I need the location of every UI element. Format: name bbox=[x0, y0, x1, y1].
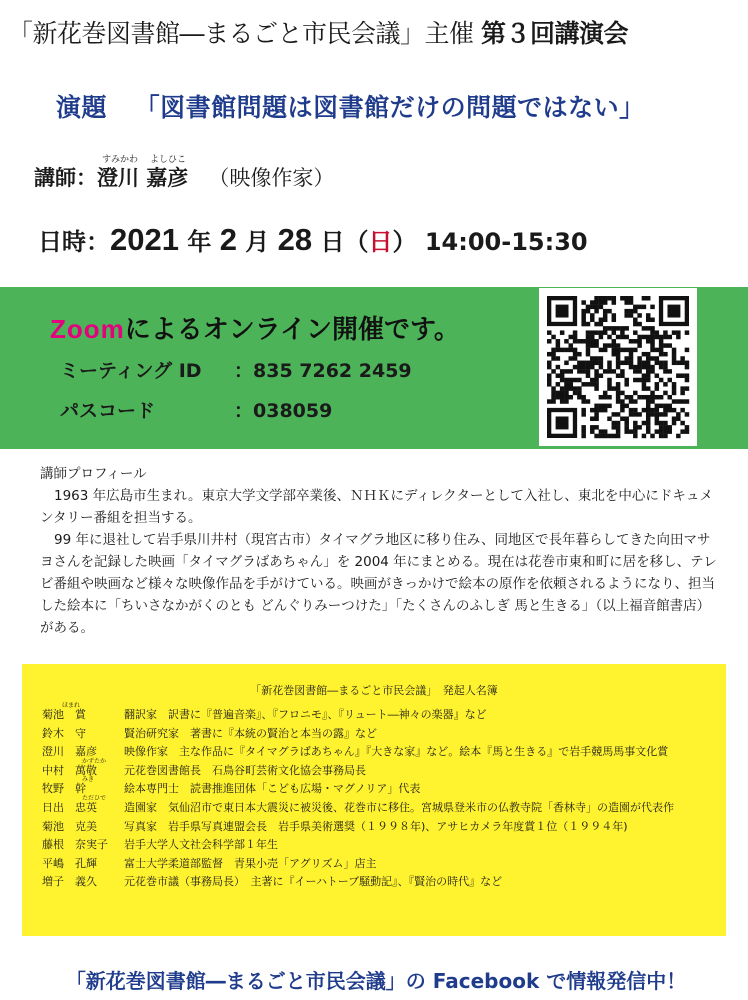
roster-list bbox=[42, 702, 722, 892]
member-description: 映像作家 主な作品に『タイマグラばあちゃん』『大きな家』など。絵本『馬と生きる』で岩手競馬馬事文化賞 bbox=[124, 745, 669, 759]
lecture-title bbox=[56, 88, 645, 124]
weekday-open-paren: （ bbox=[344, 228, 369, 256]
qr-code-icon[interactable] bbox=[539, 288, 697, 446]
roster-ruby: かずたか bbox=[82, 757, 107, 765]
member-description: 翻訳家 訳書に『普遍音楽』、『フロニモ』、『リュート―神々の楽器』など bbox=[124, 708, 487, 721]
datetime-label: 日時： bbox=[38, 228, 110, 256]
passcode-label: パスコード bbox=[60, 400, 156, 422]
lecture-title-text: 「図書館問題は図書館だけの問題ではない」 bbox=[134, 93, 645, 122]
facebook-notice[interactable]: 「新花巻図書館―まるごと市民会議」の Facebook で情報発信中！ bbox=[65, 969, 687, 993]
member-name: 澄川 嘉彦 bbox=[42, 745, 97, 759]
roster-row bbox=[42, 757, 722, 784]
meeting-id-value[interactable]: ：835 7262 2459 bbox=[234, 360, 412, 382]
roster-ruby: みき bbox=[82, 776, 95, 784]
date-year: 2021 bbox=[110, 222, 179, 257]
profile-paragraph-1: 1963 年広島市生まれ。東京大学文学部卒業後、ＮＨＫにディレクターとして入社し、東北を中心にドキュメンタリー番組を担当する。 bbox=[40, 488, 713, 526]
member-name: 中村 萬敬 bbox=[42, 763, 97, 777]
member-name: 牧野 幹 bbox=[42, 782, 86, 796]
online-announcement-text: によるオンライン開催です。 bbox=[124, 315, 460, 345]
member-name: 平嶋 孔輝 bbox=[42, 856, 97, 870]
weekday-close-paren: ） bbox=[392, 228, 417, 256]
member-name: 鈴木 守 bbox=[42, 726, 86, 740]
roster-row bbox=[42, 794, 722, 818]
member-name: 菊池 賞 bbox=[42, 708, 86, 721]
organizer-text: 「新花巻図書館―まるごと市民会議」主催 bbox=[8, 19, 474, 48]
date-weekday: 日 bbox=[368, 228, 393, 256]
roster-ruby: ただひで bbox=[82, 794, 107, 802]
online-announcement bbox=[50, 309, 460, 346]
meeting-id-label: ミーティング ID bbox=[60, 360, 202, 382]
event-header bbox=[8, 14, 744, 50]
member-description: 元花巻図書館長 石鳥谷町芸術文化協会事務局長 bbox=[124, 763, 366, 777]
event-time: 14:00-15:30 bbox=[424, 228, 588, 256]
member-name: 増子 義久 bbox=[42, 875, 97, 889]
date-month: 2 bbox=[219, 222, 237, 257]
profile-paragraph-2: 99 年に退社して岩手県川井村（現宮古市）タイマグラ地区に移り住み、同地区で長年暮らしてきた向田マサヨさんを記録した映画「タイマグラばあちゃん」を 2004 年にまとめる。現在は花巻市東和町に居を移し、テレビ番組や映画など様々な映像作品を手がけている。映画がきっかけで絵本の原作を依頼されるようになり、担当した絵本に「ちいさなかがくのとも どんぐりみーつけた」「たくさんのふしぎ 馬と生きる」（以上福音館書店）がある。 bbox=[40, 532, 717, 636]
speaker-role: （映像作家） bbox=[208, 166, 335, 190]
member-description: 岩手大学人文社会科学部１年生 bbox=[124, 838, 278, 852]
lecture-title-label: 演題 bbox=[56, 93, 108, 122]
member-name: 菊池 克美 bbox=[42, 819, 97, 833]
speaker-label: 講師： bbox=[34, 166, 97, 190]
roster-row bbox=[42, 776, 722, 799]
date-month-unit: 月 bbox=[245, 228, 270, 256]
speaker-ruby-family: すみかわ bbox=[102, 155, 139, 165]
qr-code-graphic bbox=[539, 288, 697, 446]
speaker-ruby-given: よしひこ bbox=[150, 155, 187, 165]
member-description: 造園家 気仙沼市で東日本大震災に被災後、花巻市に移住。宮城県登米市の仏教寺院「香林寺」の造園が代表作 bbox=[124, 800, 674, 814]
roster-row bbox=[42, 725, 722, 744]
roster-row bbox=[42, 743, 722, 762]
passcode-value[interactable]: ：038059 bbox=[234, 400, 333, 422]
member-description: 富士大学柔道部監督 青果小売「アグリズム」店主 bbox=[124, 856, 377, 870]
profile-heading: 講師プロフィール bbox=[40, 466, 147, 482]
member-description: 絵本専門士 読書推進団体「こども広場・マグノリア」代表 bbox=[124, 782, 421, 796]
zoom-wordmark: Zoom bbox=[50, 314, 125, 344]
roster-row bbox=[42, 836, 722, 855]
speaker-line bbox=[34, 162, 334, 192]
member-name: 日出 忠英 bbox=[42, 800, 97, 814]
roster-row bbox=[42, 873, 722, 892]
member-name: 藤根 奈実子 bbox=[42, 838, 108, 852]
speaker-name: 澄川 嘉彦 bbox=[97, 166, 189, 190]
roster-title: 「新花巻図書館―まるごと市民会議」 発起人名簿 bbox=[250, 684, 498, 697]
date-year-unit: 年 bbox=[187, 228, 212, 256]
roster-row bbox=[42, 702, 722, 725]
member-description: 元花巻市議（事務局長） 主著に『イーハトーブ騒動記』、『賢治の時代』など bbox=[124, 875, 503, 889]
roster-row bbox=[42, 855, 722, 874]
date-day: 28 bbox=[277, 222, 313, 257]
event-datetime bbox=[38, 222, 588, 258]
roster-row bbox=[42, 818, 722, 837]
member-description: 賢治研究家 著書に『本統の賢治と本当の露』など bbox=[124, 726, 377, 740]
speaker-profile bbox=[40, 463, 720, 639]
member-description: 写真家 岩手県写真連盟会長 岩手県美術選奨（１９９８年)、アサヒカメラ年度賞１位（１９９４年) bbox=[124, 819, 628, 833]
event-number: 第３回講演会 bbox=[480, 19, 628, 48]
roster-ruby: ほまれ bbox=[62, 702, 81, 709]
date-day-unit: 日 bbox=[320, 228, 345, 256]
